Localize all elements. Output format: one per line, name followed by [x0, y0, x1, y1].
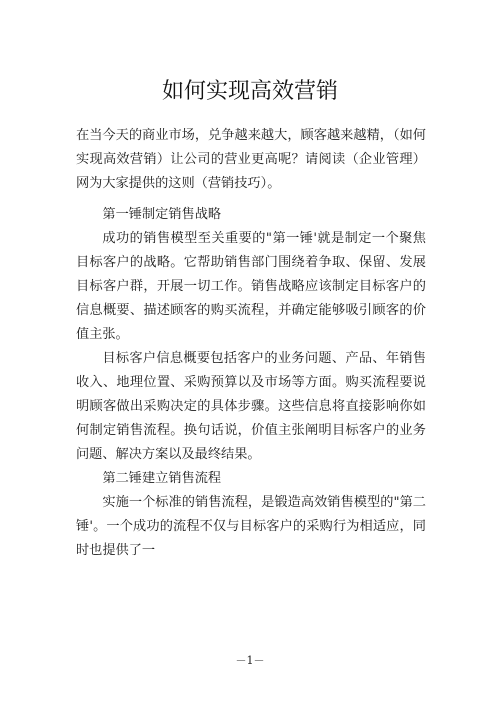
body-paragraph: 成功的销售模型至关重要的"第一锤'就是制定一个聚焦目标客户的战略。它帮助销售部门围绕着争取、保留、发展目标客户群，开展一切工作。销售战略应该制定目标客户的信息概要、描述顾客的购买流程，并确定能够吸引顾客的价值主张。: [76, 231, 426, 342]
document-title: 如何实现高效营销: [161, 79, 338, 104]
section-heading-2: 第二锤建立销售流程: [102, 471, 222, 486]
body-paragraph: 实施一个标准的销售流程，是锻造高效销售模型的"第二锤'。一个成功的流程不仅与目标客户的采购行为相适应，同时也提供了一: [76, 495, 426, 558]
page-number: －1－: [235, 654, 265, 667]
document-body: [76, 124, 426, 563]
section-heading-1: 第一锤制定销售战略: [102, 207, 222, 222]
body-paragraph: 目标客户信息概要包括客户的业务问题、产品、年销售收入、地理位置、采购预算以及市场等方面。购买流程要说明顾客做出采购决定的具体步骤。这些信息将直接影响你如何制定销售流程。换句话说，价值主张阐明目标客户的业务问题、解决方案以及最终结果。: [76, 351, 426, 462]
intro-paragraph: 在当今天的商业市场，兑争越来越大，顾客越来越精，（如何实现高效营销）让公司的营业更高呢？请阅读（企业管理）网为大家提供的这则（营销技巧）。: [76, 128, 426, 191]
